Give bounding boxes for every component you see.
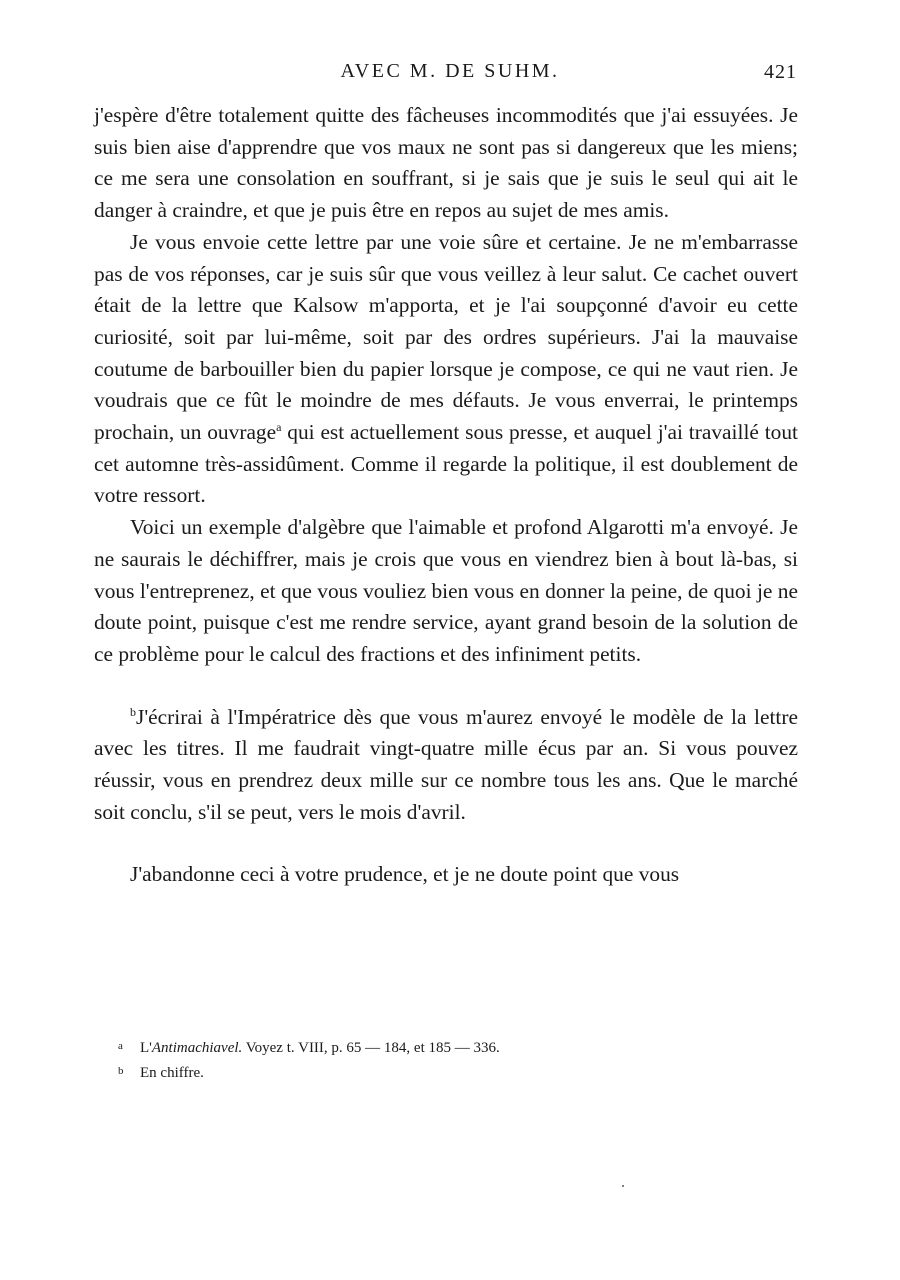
paragraph-cipher [94, 702, 798, 829]
print-speck [622, 1185, 624, 1187]
paragraph-closing: J'abandonne ceci à votre prudence, et je ne doute point que vous [130, 862, 680, 887]
paragraph-gap [94, 671, 798, 702]
footnote-marker: a [118, 1040, 123, 1052]
footnote-a [118, 1036, 500, 1061]
footnote-b [118, 1061, 500, 1086]
footnotes [118, 1036, 500, 1086]
footnote-prefix: L' [140, 1040, 152, 1056]
paragraph-text: qui est actuellement sous presse, et auquel j'ai travaillé tout cet automne très-assidûment. Comme il regarde la politique, il est doublement de votre ressort. [94, 420, 798, 508]
footnote-ref-a: a [276, 420, 282, 435]
footnote-text [140, 1036, 500, 1060]
footnote-work-title: Antimachiavel. [151, 1040, 243, 1056]
footnote-ref-b: b [130, 704, 136, 719]
paragraph-text: Je vous envoie cette lettre par une voie sûre et certaine. Je ne m'embarrasse pas de vos réponses, car je suis sûr que vous veillez à leur salut. Ce cachet ouvert était de la lettre que Kalsow m'apporta, et je l'ai soupçonné d'avoir eu cette curiosité, soit par lui-même, soit par des ordres supérieurs. J'ai la mauvaise coutume de barbouiller bien du papier lorsque je compose, ce qui ne vaut rien. Je voudrais que ce fût le moindre de mes défauts. Je vous enverrai, le printemps prochain, un ouvrage [94, 229, 798, 445]
paragraph-text: J'écrirai à l'Impératrice dès que vous m'aurez envoyé le modèle de la lettre avec les titres. Il me faudrait vingt-quatre mille écus par an. Si vous pouvez réussir, vous en prendrez deux mille sur ce nombre tous les ans. Que le marché soit conclu, s'il se peut, vers le mois d'avril. [94, 704, 798, 824]
paragraph-algebra: Voici un exemple d'algèbre que l'aimable et profond Algarotti m'a envoyé. Je ne saurais le déchiffrer, mais je crois que vous en viendrez bien à bout là-bas, si vous l'entreprenez, et que vous vouliez bien vous en donner la peine, de quoi je ne doute point, puisque c'est me rendre service, ayant grand besoin de la solution de ce problème pour le calcul des fractions et des infiniment petits. [94, 515, 798, 666]
footnote-marker: b [118, 1065, 124, 1077]
paragraph-continuation: j'espère d'être totalement quitte des fâcheuses incommodités que j'ai essuyées. Je suis bien aise d'apprendre que vos maux ne sont pas si dangereux que les miens; ce me sera une consolation en souffrant, si je sais que je suis le seul qui ait le danger à craindre, et que je puis être en repos au sujet de mes amis. [94, 103, 798, 223]
running-title: AVEC M. DE SUHM. [340, 60, 560, 82]
paragraph-letter-delivery [94, 227, 798, 512]
body-text [94, 100, 798, 891]
footnote-reference: Voyez t. VIII, p. 65 — 184, et 185 — 336. [242, 1040, 500, 1056]
running-header [0, 58, 900, 92]
paragraph-gap [94, 828, 798, 859]
page-number: 421 [764, 61, 797, 83]
footnote-text: En chiffre. [140, 1065, 204, 1081]
